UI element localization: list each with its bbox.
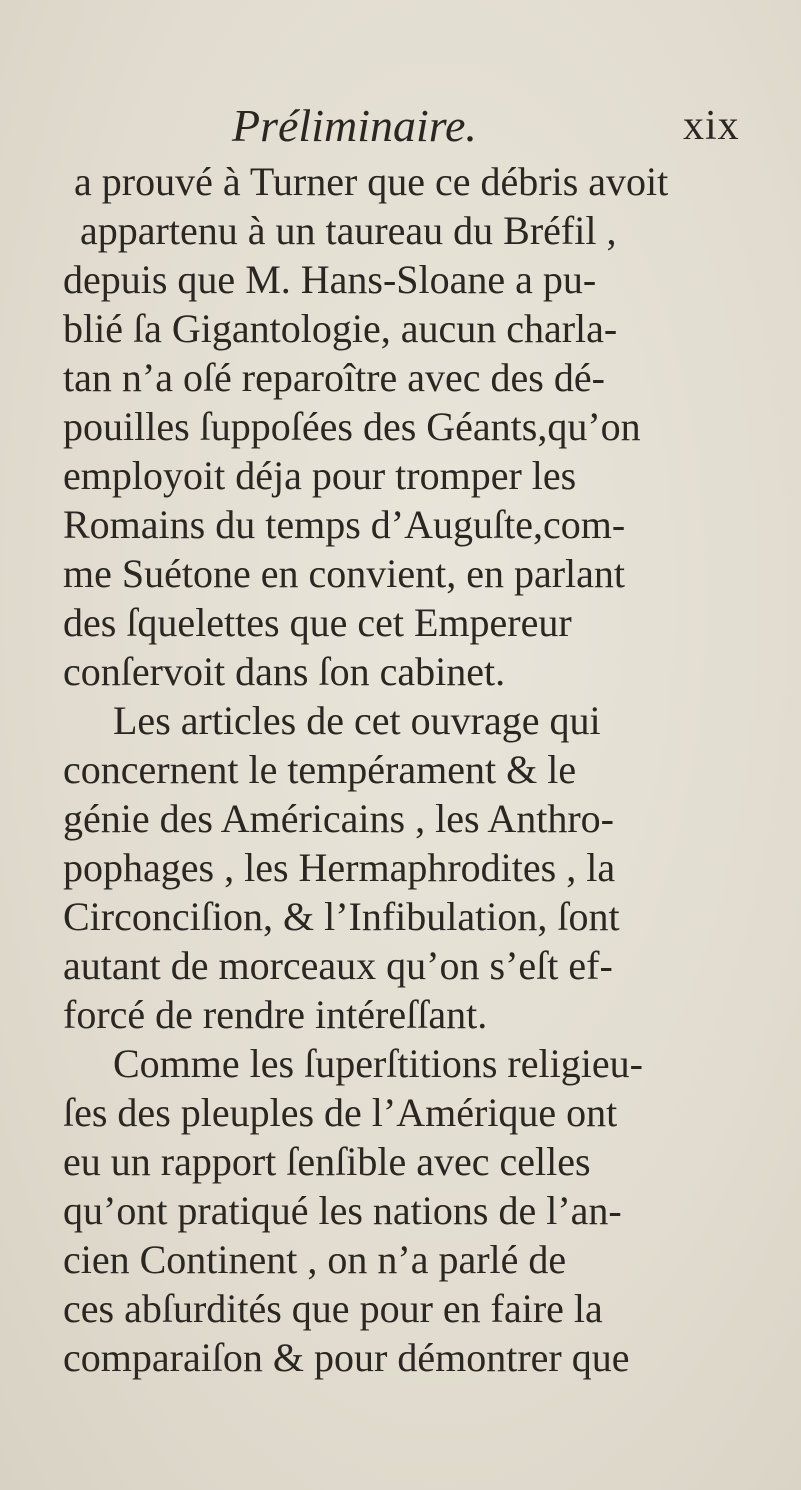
text-line-18: forcé de rendre intéreſſant. xyxy=(63,992,488,1037)
text-line-7: employoit déja pour tromper les xyxy=(63,453,577,498)
text-line-21: eu un rapport ſenſible avec celles xyxy=(63,1139,591,1184)
text-line-12: Les articles de cet ouvrage qui xyxy=(113,698,601,743)
text-line-16: Circonciſion, & l’Infibulation, ſont xyxy=(63,894,620,939)
text-line-4: blié ſa Gigantologie, aucun charla- xyxy=(63,306,618,351)
page-header xyxy=(0,96,801,156)
running-title: Préliminaire. xyxy=(232,100,477,151)
text-line-10: des ſquelettes que cet Empereur xyxy=(63,600,572,645)
text-line-24: ces abſurdités que pour en faire la xyxy=(63,1286,603,1331)
text-line-8: Romains du temps d’Auguſte,com- xyxy=(63,502,626,547)
text-line-5: tan n’a oſé reparoître avec des dé- xyxy=(63,355,605,400)
text-line-25: comparaiſon & pour démontrer que xyxy=(63,1335,630,1380)
text-line-17: autant de morceaux qu’on s’eſt ef- xyxy=(63,943,613,988)
text-line-3: depuis que M. Hans-Sloane a pu- xyxy=(63,257,597,302)
text-line-11: conſervoit dans ſon cabinet. xyxy=(63,649,506,694)
text-line-23: cien Continent , on n’a parlé de xyxy=(63,1237,567,1282)
text-line-9: me Suétone en convient, en parlant xyxy=(63,551,626,596)
text-line-22: qu’ont pratiqué les nations de l’an- xyxy=(63,1188,622,1233)
text-line-14: génie des Américains , les Anthro- xyxy=(63,796,614,841)
text-line-13: concernent le tempérament & le xyxy=(63,747,577,792)
text-line-15: pophages , les Hermaphrodites , la xyxy=(63,845,616,890)
page-number: xix xyxy=(683,103,740,149)
text-line-19: Comme les ſuperſtitions religieu- xyxy=(113,1041,643,1086)
text-line-1: a prouvé à Turner que ce débris avoit xyxy=(74,159,669,204)
text-line-6: pouilles ſuppoſées des Géants,qu’on xyxy=(63,404,641,449)
text-line-20: ſes des pleuples de l’Amérique ont xyxy=(63,1090,618,1135)
text-line-2: appartenu à un taureau du Bréfil , xyxy=(80,208,617,253)
